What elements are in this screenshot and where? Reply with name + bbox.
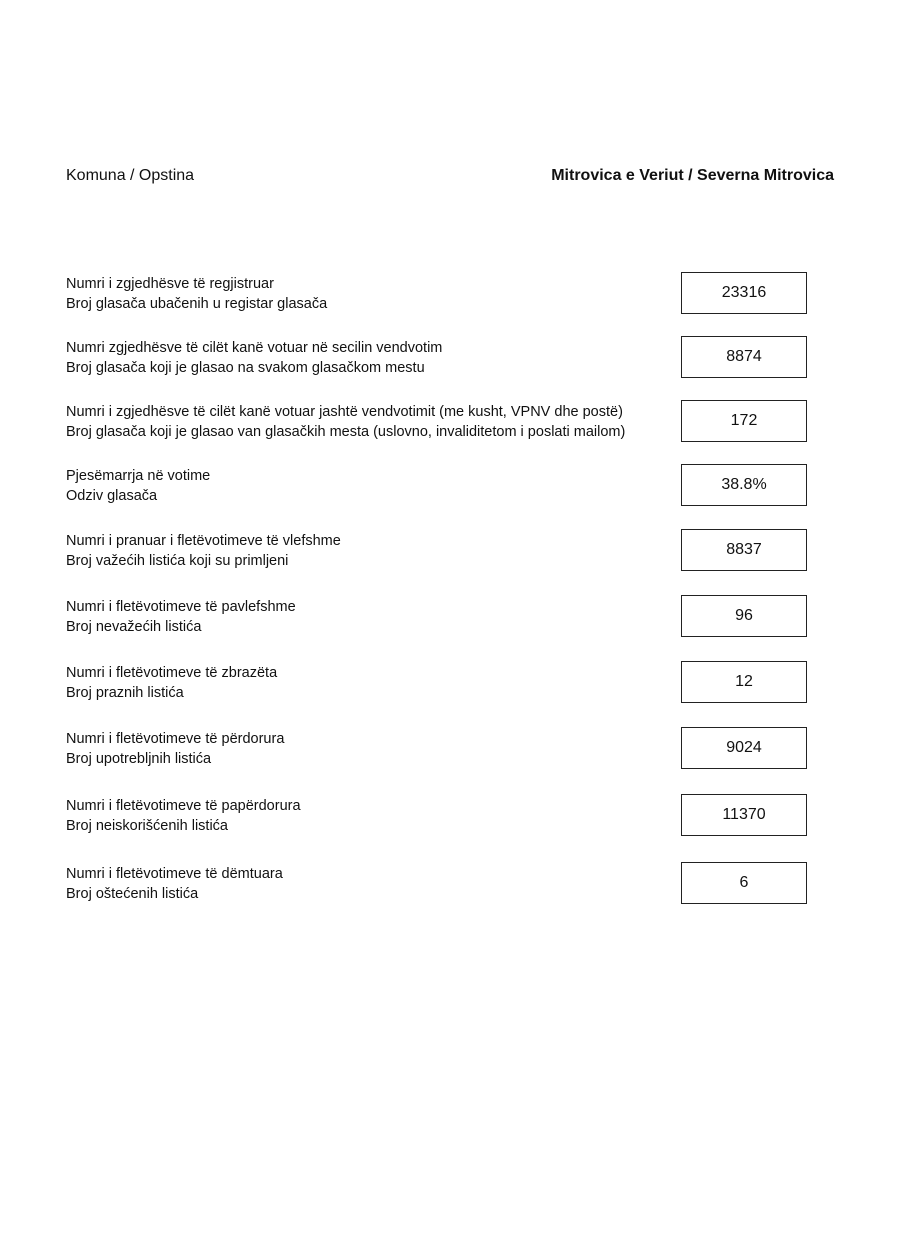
stat-value-box: 6	[681, 862, 807, 904]
stat-label-albanian: Numri i fletëvotimeve të pavlefshme	[66, 599, 296, 615]
stat-value-box: 8837	[681, 529, 807, 571]
stat-label-serbian: Broj neiskorišćenih listića	[66, 818, 228, 834]
stat-label-serbian: Broj glasača koji je glasao na svakom glasačkom mestu	[66, 360, 425, 376]
stat-label	[66, 729, 284, 769]
stat-row-unused-ballots	[66, 794, 807, 838]
stat-value-box: 23316	[681, 272, 807, 314]
stat-row-registered-voters	[66, 272, 807, 316]
stat-row-blank-ballots	[66, 661, 807, 705]
municipality-label: Komuna / Opstina	[66, 167, 195, 184]
stat-label-serbian: Broj važećih listića koji su primljeni	[66, 553, 289, 569]
municipality-name: Mitrovica e Veriut / Severna Mitrovica	[551, 167, 834, 184]
stat-label-serbian: Broj praznih listića	[66, 685, 184, 701]
stat-label-albanian: Numri i zgjedhësve të cilët kanë votuar jashtë vendvotimit (me kusht, VPNV dhe postë)	[66, 404, 623, 420]
stat-label-albanian: Numri zgjedhësve të cilët kanë votuar në secilin vendvotim	[66, 340, 443, 356]
stat-row-turnout	[66, 464, 807, 508]
stat-row-voted-at-polling-stations	[66, 336, 807, 380]
stat-label	[66, 274, 327, 314]
stat-row-valid-ballots	[66, 529, 807, 573]
stat-value-box: 12	[681, 661, 807, 703]
stat-label-albanian: Numri i fletëvotimeve të përdorura	[66, 731, 285, 747]
stat-row-damaged-ballots	[66, 862, 807, 906]
municipality-header	[66, 164, 834, 188]
stat-label-albanian: Numri i pranuar i fletëvotimeve të vlefshme	[66, 533, 341, 549]
stat-label-serbian: Broj nevažećih listića	[66, 619, 202, 635]
stat-value-box: 96	[681, 595, 807, 637]
stat-label-albanian: Numri i zgjedhësve të regjistruar	[66, 276, 274, 292]
stat-value-box: 172	[681, 400, 807, 442]
stat-label-albanian: Pjesëmarrja në votime	[66, 468, 211, 484]
stat-label	[66, 663, 277, 703]
stat-value-box: 8874	[681, 336, 807, 378]
stat-label	[66, 531, 341, 571]
stat-label-albanian: Numri i fletëvotimeve të papërdorura	[66, 798, 301, 814]
stat-label	[66, 597, 296, 637]
stat-row-voted-outside-polling-stations	[66, 400, 807, 444]
stat-label-serbian: Broj upotrebljnih listića	[66, 751, 212, 767]
stat-row-invalid-ballots	[66, 595, 807, 639]
stat-label	[66, 338, 442, 378]
stat-label-serbian: Broj glasača ubačenih u registar glasača	[66, 296, 328, 312]
stat-value-box: 9024	[681, 727, 807, 769]
stat-label	[66, 402, 625, 442]
stat-label-albanian: Numri i fletëvotimeve të dëmtuara	[66, 866, 283, 882]
stat-label-albanian: Numri i fletëvotimeve të zbrazëta	[66, 665, 278, 681]
stat-label-serbian: Odziv glasača	[66, 488, 158, 504]
stat-label-serbian: Broj oštećenih listića	[66, 886, 199, 902]
stat-value-box: 11370	[681, 794, 807, 836]
stat-label	[66, 864, 283, 904]
stat-row-used-ballots	[66, 727, 807, 771]
stat-label-serbian: Broj glasača koji je glasao van glasačkih mesta (uslovno, invaliditetom i poslati mailom)	[66, 424, 626, 440]
stat-label	[66, 466, 210, 506]
stat-value-box: 38.8%	[681, 464, 807, 506]
stat-label	[66, 796, 301, 836]
